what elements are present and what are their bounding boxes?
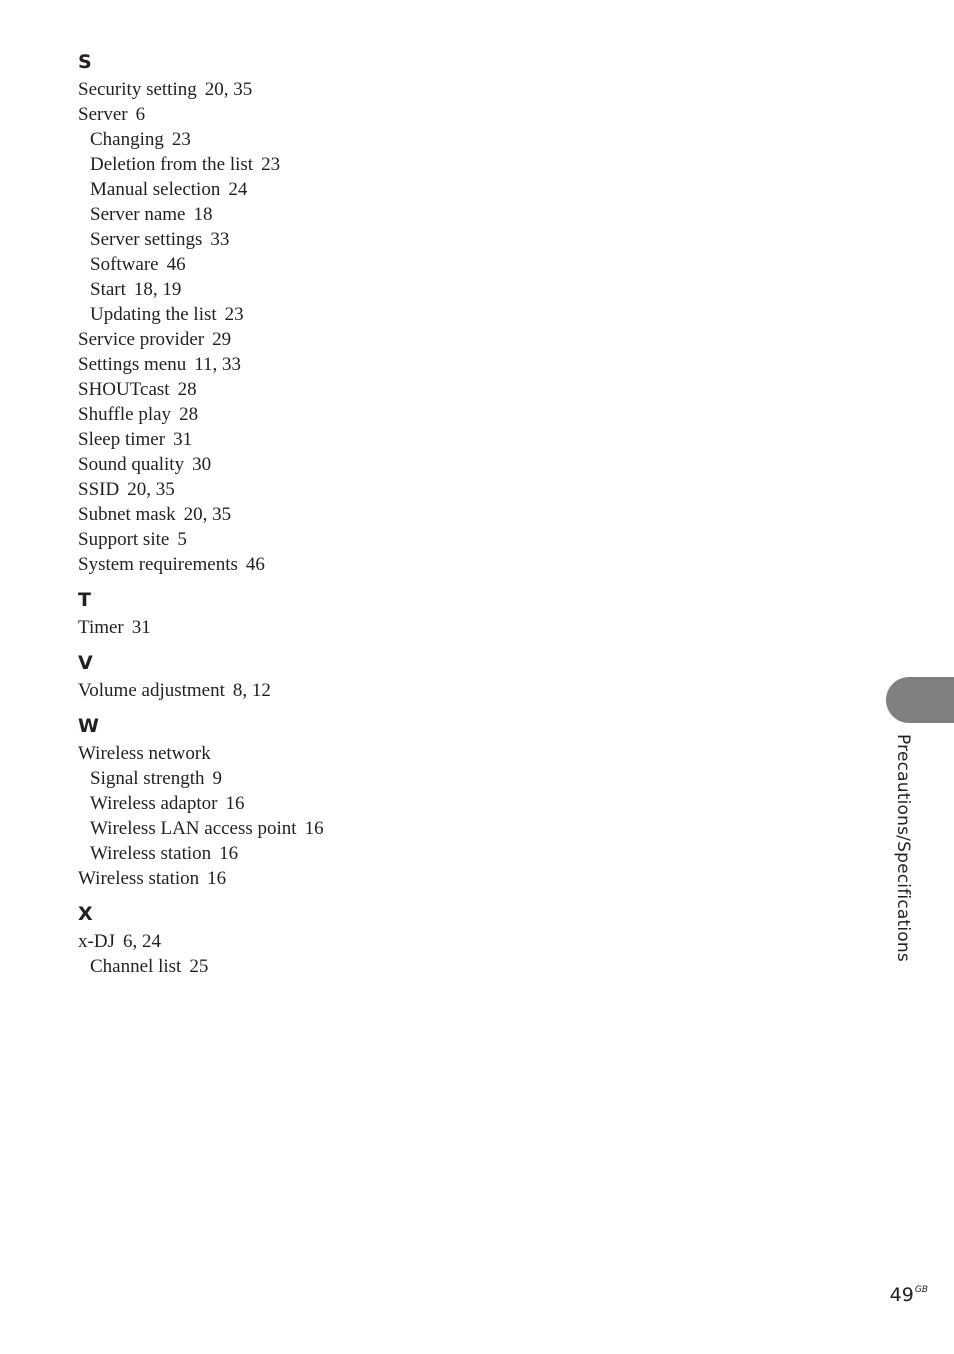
index-entry [78,352,578,377]
index-entry [78,552,578,577]
entry-term: System requirements [78,554,238,575]
entry-pages: 33 [210,229,230,250]
entry-pages: 23 [261,154,281,175]
entry-term: Server name [90,204,186,225]
index-entry [78,741,578,766]
index-subentry [78,177,578,202]
entry-term: Wireless station [78,868,200,889]
entry-pages: 20, 35 [204,79,253,100]
index-subentry [78,791,578,816]
chapter-label: Precautions/Specifications [893,734,913,962]
index-section-v [78,648,578,703]
entry-pages: 11, 33 [194,354,241,375]
entry-pages: 25 [189,956,209,977]
entry-pages: 28 [179,404,199,425]
entry-term: Wireless network [78,743,211,764]
section-letter: X [78,903,93,925]
section-letter: W [78,715,99,737]
index-subentry [78,766,578,791]
entry-term: SSID [78,479,120,500]
section-letter: V [78,652,93,674]
entry-pages: 16 [219,843,239,864]
entry-term: Software [90,254,159,275]
index-entry [78,477,578,502]
index-subentry [78,202,578,227]
index-entry [78,502,578,527]
entry-pages: 16 [304,818,324,839]
index-section-s [78,47,578,577]
entry-term: Sound quality [78,454,185,475]
entry-term: Support site [78,529,170,550]
entry-term: Server [78,104,128,125]
entry-term: Shuffle play [78,404,172,425]
entry-term: Security setting [78,79,197,100]
entry-term: Manual selection [90,179,221,200]
index-subentry [78,227,578,252]
entry-pages: 28 [177,379,197,400]
entry-term: Signal strength [90,768,205,789]
page-number-value: 49 [889,1284,914,1306]
entry-pages: 23 [171,129,191,150]
entry-pages: 23 [224,304,244,325]
entry-term: Timer [78,617,124,638]
entry-term: Subnet mask [78,504,176,525]
index-entry [78,929,578,954]
entry-term: Updating the list [90,304,217,325]
entry-term: Service provider [78,329,205,350]
index-entry [78,615,578,640]
index-entry [78,402,578,427]
entry-pages: 6 [135,104,146,125]
entry-pages: 46 [166,254,186,275]
entry-pages: 18 [193,204,213,225]
chapter-tab [886,677,954,723]
index-subentry [78,127,578,152]
entry-term: Server settings [90,229,203,250]
index-list [78,47,578,979]
index-entry [78,866,578,891]
index-subentry [78,841,578,866]
entry-pages: 8, 12 [232,680,271,701]
index-subentry [78,152,578,177]
index-subentry [78,954,578,979]
entry-term: Volume adjustment [78,680,225,701]
entry-pages: 6, 24 [122,931,161,952]
entry-term: Changing [90,129,164,150]
entry-pages: 46 [245,554,265,575]
entry-term: Wireless adaptor [90,793,218,814]
page-number [890,1284,928,1306]
entry-term: Channel list [90,956,182,977]
index-subentry [78,252,578,277]
entry-pages: 30 [192,454,212,475]
entry-pages: 31 [173,429,193,450]
index-entry [78,452,578,477]
index-section-t [78,585,578,640]
entry-term: Wireless station [90,843,212,864]
index-entry [78,102,578,127]
entry-term: Deletion from the list [90,154,254,175]
page-number-suffix: GB [914,1285,928,1295]
index-section-x [78,899,578,979]
index-entry [78,678,578,703]
entry-pages: 24 [228,179,248,200]
entry-term: Settings menu [78,354,187,375]
entry-term: x-DJ [78,931,115,952]
index-entry [78,77,578,102]
entry-pages: 18, 19 [133,279,182,300]
entry-term: Sleep timer [78,429,166,450]
section-letter: T [78,589,91,611]
entry-term: Start [90,279,126,300]
entry-term: SHOUTcast [78,379,170,400]
index-subentry [78,302,578,327]
entry-pages: 5 [177,529,187,550]
entry-term: Wireless LAN access point [90,818,297,839]
index-subentry [78,816,578,841]
entry-pages: 9 [212,768,223,789]
index-entry [78,327,578,352]
entry-pages: 16 [225,793,245,814]
index-entry [78,527,578,552]
entry-pages: 31 [131,617,151,638]
entry-pages: 20, 35 [183,504,232,525]
index-entry [78,427,578,452]
entry-pages: 20, 35 [127,479,175,500]
index-section-w [78,711,578,891]
entry-pages: 16 [207,868,227,889]
index-entry [78,377,578,402]
entry-pages: 29 [212,329,232,350]
section-letter: S [78,51,92,73]
index-subentry [78,277,578,302]
